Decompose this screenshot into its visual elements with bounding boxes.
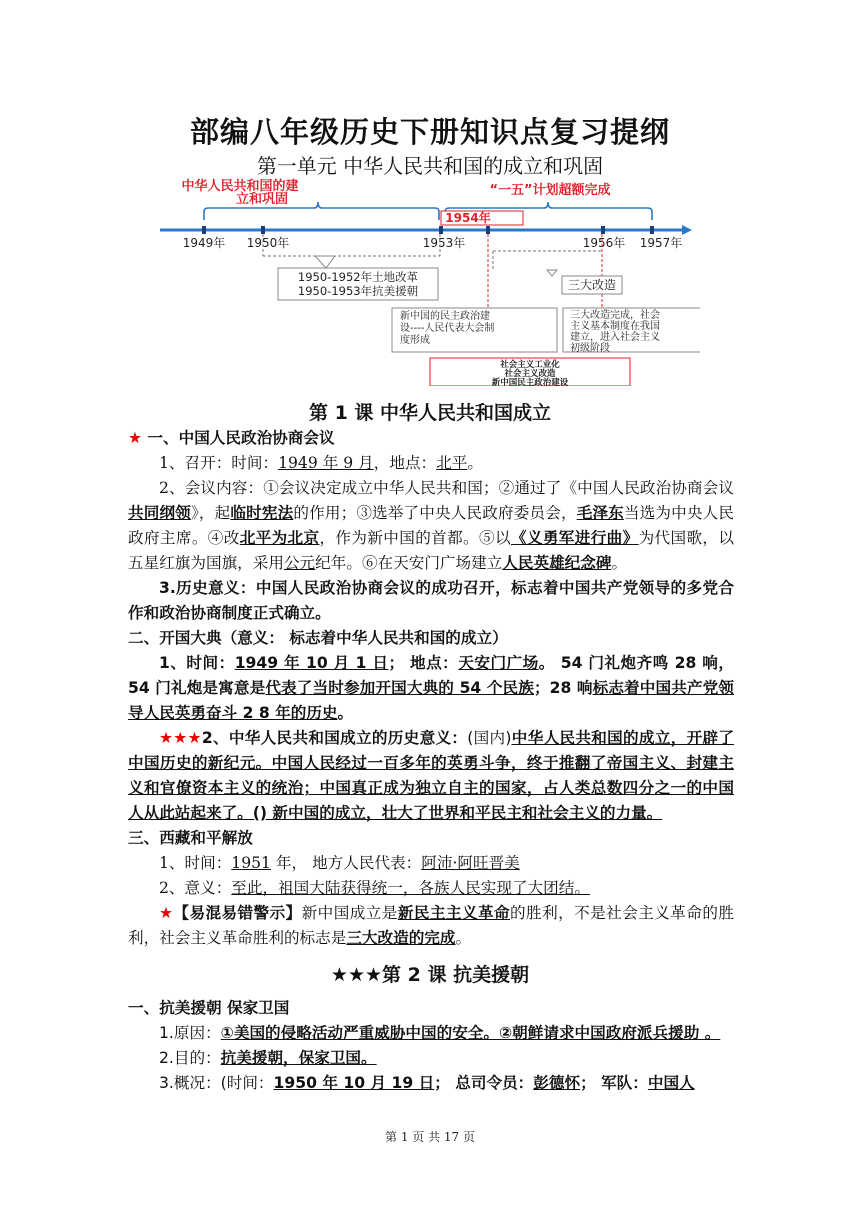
democracy-line-3: 度形成 xyxy=(400,335,430,346)
paragraph: 2.目的：抗美援朝，保家卫国。 xyxy=(159,1049,377,1067)
socialism-line-3: 建立，进入社会主义 xyxy=(570,332,660,343)
paragraph: 2、意义：至此，祖国大陆获得统一，各族人民实现了大团结。 xyxy=(159,879,590,897)
star-icon: ★ xyxy=(128,429,142,447)
timeline-diagram xyxy=(150,176,700,386)
paragraph: ★【易混易错警示】新中国成立是新民主主义革命的胜利，不是社会主义革命的胜利，社会主义革命胜利的标志是三大改造的完成。 xyxy=(128,904,734,947)
section-heading: 二、开国大典（意义： 标志着中华人民共和国的成立） xyxy=(128,629,508,647)
three-reforms-text: 三大改造 xyxy=(567,278,617,292)
timeline-left-label-2: 立和巩固 xyxy=(235,192,289,207)
section-heading xyxy=(128,426,734,451)
section-title: 一、中国人民政治协商会议 xyxy=(141,429,335,447)
paragraph: 3.概况：(时间：1950 年 10 月 19 日； 总司令员：彭德怀； 军队：中国人 xyxy=(159,1074,695,1092)
paragraph: 1、召开：时间：1949 年 9 月，地点：北平。 xyxy=(159,454,483,472)
year-1954: 1954年 xyxy=(445,211,491,225)
star-icon: ★★★ xyxy=(159,729,202,747)
lesson-2-body xyxy=(128,996,734,1096)
section-heading: 一、抗美援朝 保家卫国 xyxy=(128,999,290,1017)
democracy-line-1: 新中国的民主政治建 xyxy=(400,311,490,322)
paragraph: 2、会议内容：①会议决定成立中华人民共和国；②通过了《中国人民政治协商会议共同纲领》，起临时宪法的作用；③选举了中央人民政府委员会，毛泽东当选为中央人民政府主席。④改北平为北京，作为新中国的首都。⑤以《义勇军进行曲》为代国歌，以五星红旗为国旗，采用公元纪年。⑥在天安门广场建立人民英雄纪念碑。 xyxy=(128,479,734,572)
paragraph: ★★★2、中华人民共和国成立的历史意义：(国内)中华人民共和国的成立，开辟了中国历史的新纪元。中国人民经过一百多年的英勇斗争，终于推翻了帝国主义、封建主义和官僚资本主义的统治；中国真正成为独立自主的国家，占人类总数四分之一的中国人从此站起来了。() 新中国的成立，壮大了世界和平民主和社会主义的力量。 xyxy=(128,729,734,822)
socialism-line-1: 三大改造完成，社会 xyxy=(570,310,660,321)
lesson-1-title: 第 1 课 中华人民共和国成立 xyxy=(308,402,552,424)
year-label-1950: 1950年 xyxy=(246,236,290,250)
socialism-line-4: 初级阶段 xyxy=(570,343,610,354)
doc-title: 部编八年级历史下册知识点复习提纲 xyxy=(189,115,670,149)
summary-line-1: 社会主义工业化 xyxy=(500,360,560,370)
lesson-2-title: ★★★第 2 课 抗美援朝 xyxy=(330,964,530,986)
year-label-1949: 1949年 xyxy=(182,236,226,250)
land-reform-text: 1950-1952年土地改革 xyxy=(297,270,419,284)
page-footer: 第 1 页 共 17 页 xyxy=(385,1130,475,1144)
timeline-right-label: “一五”计划超额完成 xyxy=(489,183,611,198)
year-label-1953: 1953年 xyxy=(422,236,466,250)
paragraph: 3.历史意义：中国人民政治协商会议的成功召开，标志着中国共产党领导的多党合作和政治协商制度正式确立。 xyxy=(128,579,734,622)
year-label-1957: 1957年 xyxy=(639,236,683,250)
summary-line-2: 社会主义改造 xyxy=(504,369,556,379)
summary-line-3: 新中国民主政治建设 xyxy=(491,378,569,386)
socialism-line-2: 主义基本制度在我国 xyxy=(570,321,660,332)
unit-title: 第一单元 中华人民共和国的成立和巩固 xyxy=(256,154,604,178)
document-body xyxy=(128,426,734,951)
korea-war-text: 1950-1953年抗美援朝 xyxy=(297,284,419,298)
star-icon: ★ xyxy=(159,904,174,922)
axis-arrow xyxy=(682,225,692,235)
timeline-left-label-1: 中华人民共和国的建 xyxy=(181,179,299,194)
paragraph: 1、时间：1951 年， 地方人民代表：阿沛·阿旺晋美 xyxy=(159,854,520,872)
paragraph: 1.原因：①美国的侵略活动严重威胁中国的安全。②朝鲜请求中国政府派兵援助 。 xyxy=(159,1024,721,1042)
section-heading: 三、西藏和平解放 xyxy=(128,829,253,847)
paragraph: 1、时间：1949 年 10 月 1 日； 地点：天安门广场。 54 门礼炮齐鸣 28 响，54 门礼炮是寓意是代表了当时参加开国大典的 54 个民族；28 响标志着中国共产党领导人民英勇奋斗 2 8 年的历史。 xyxy=(128,654,734,722)
democracy-line-2: 设----人民代表大会制 xyxy=(400,323,495,334)
year-label-1956: 1956年 xyxy=(582,236,626,250)
